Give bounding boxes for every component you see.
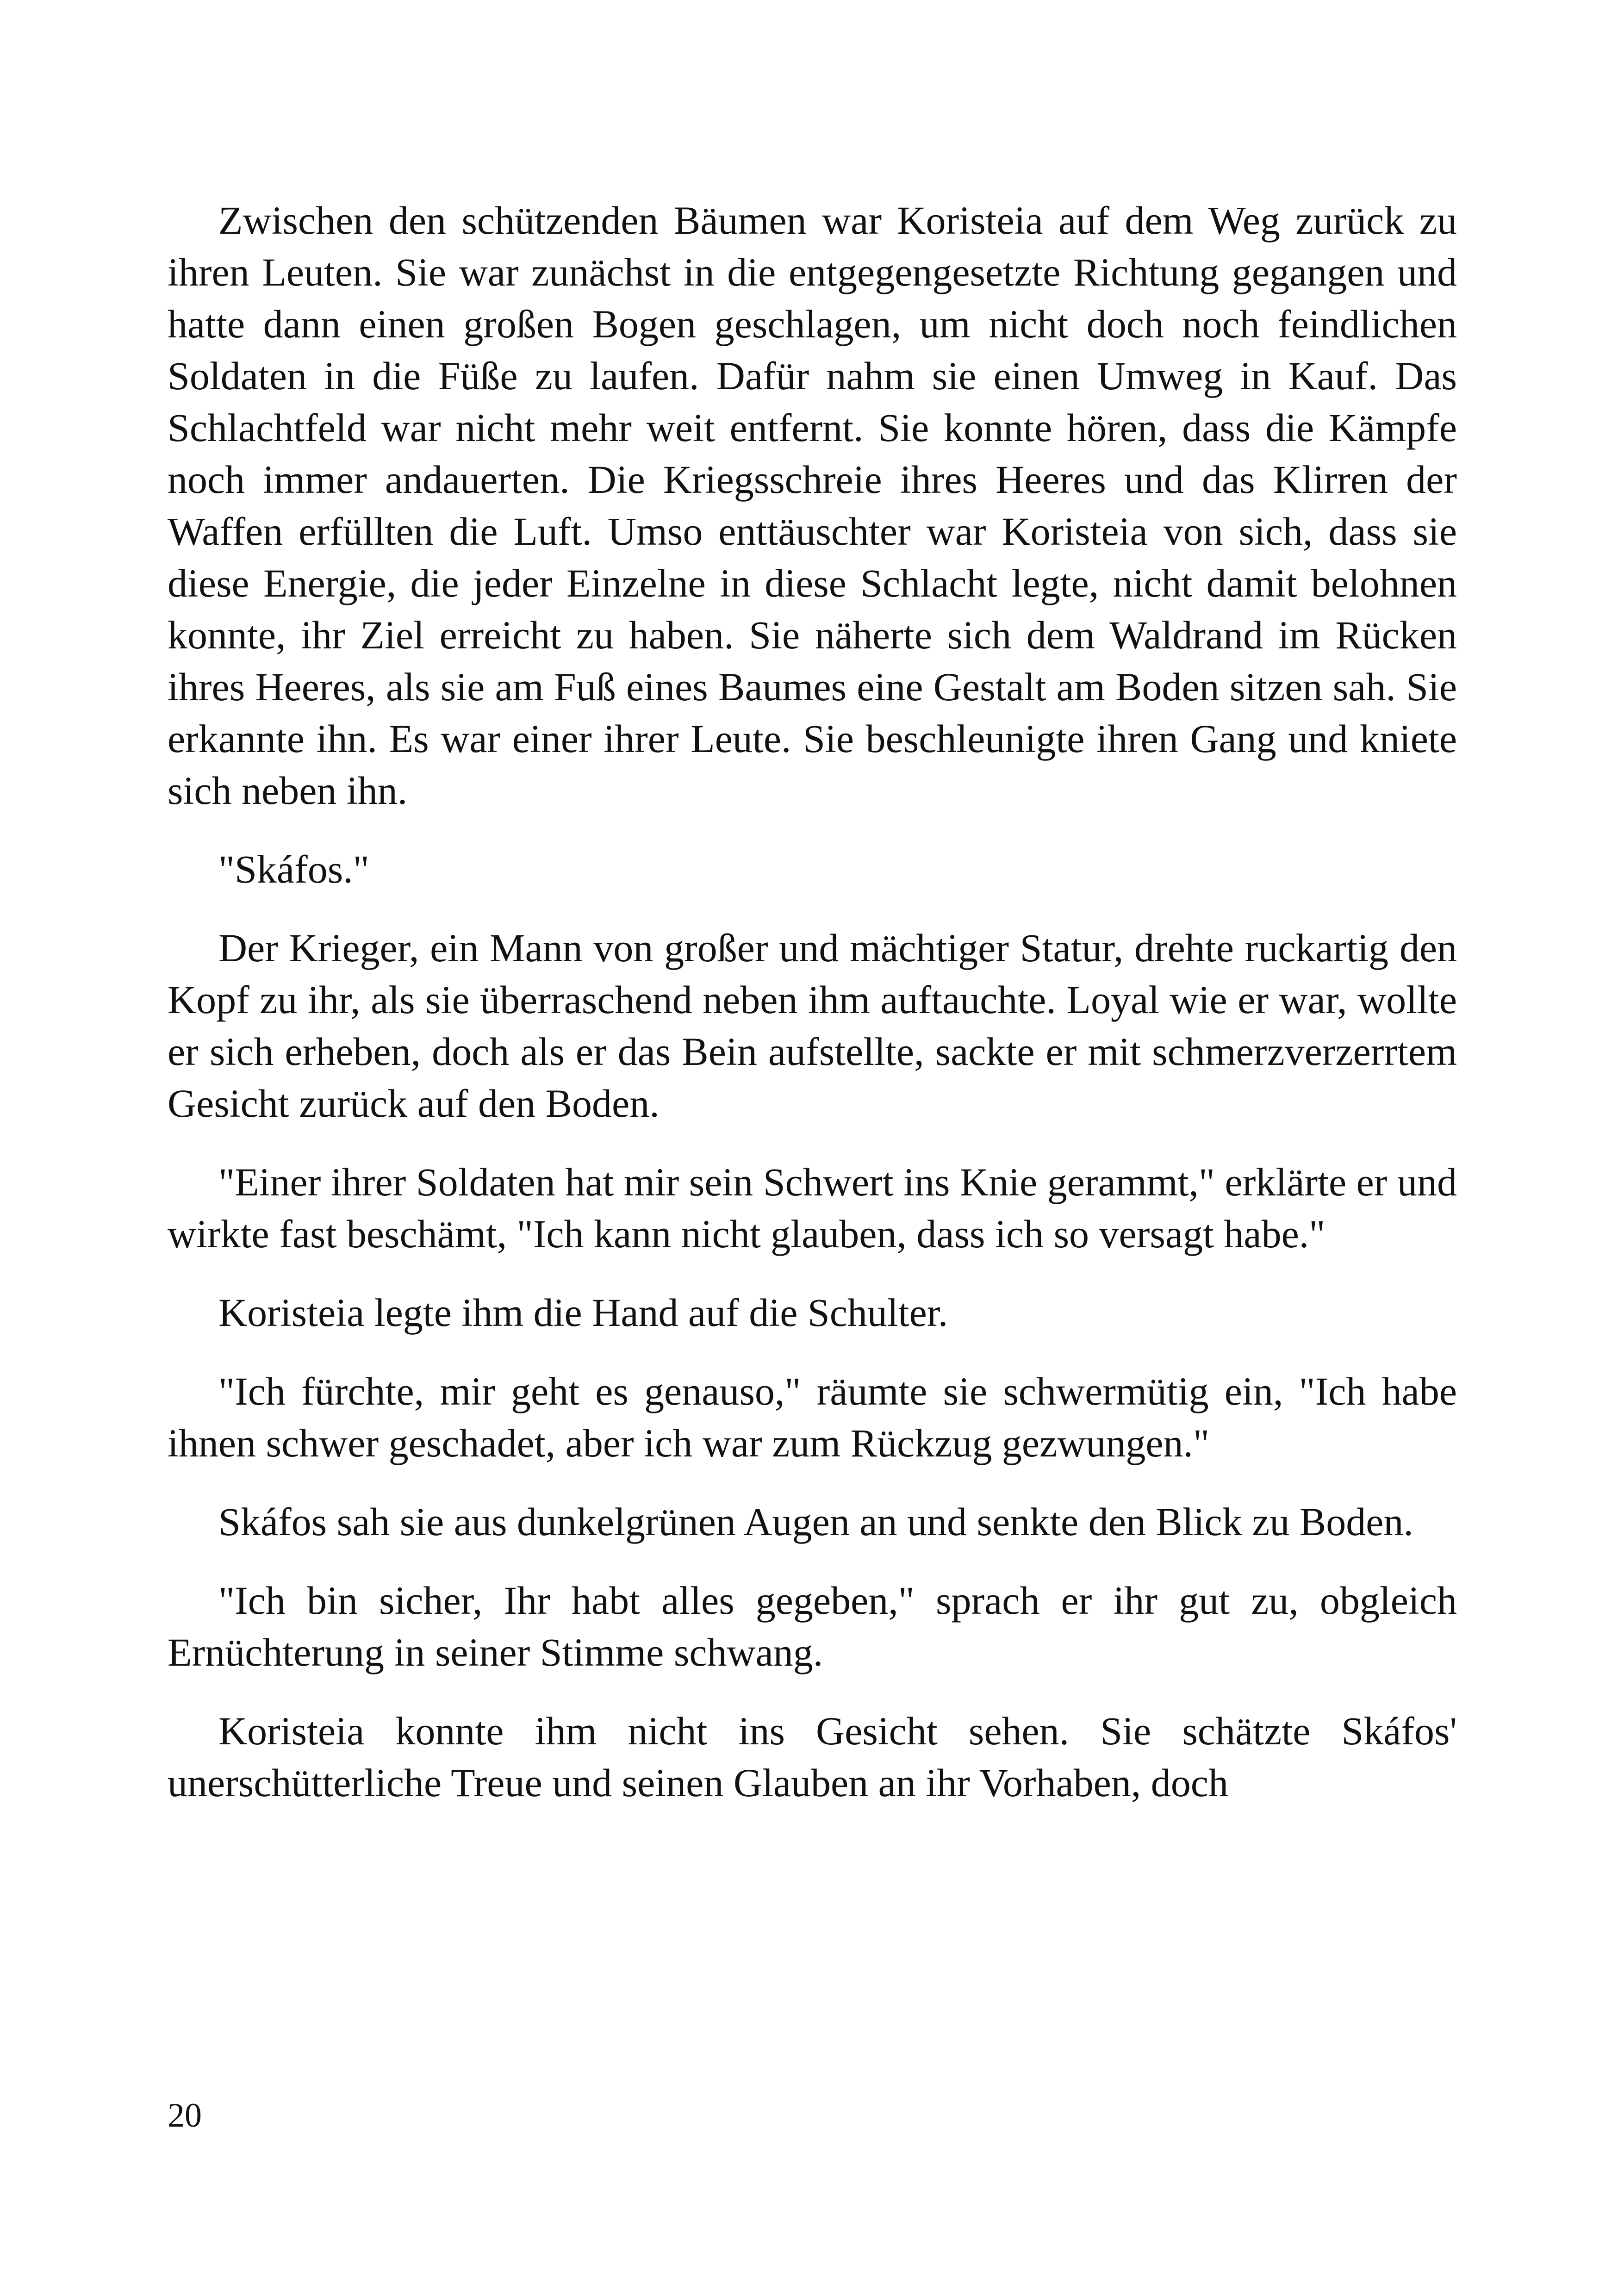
paragraph: "Skáfos." [218,847,369,891]
paragraph: Skáfos sah sie aus dunkelgrünen Augen an und senkte den Blick zu Boden. [218,1500,1413,1544]
body-text [168,194,1457,1836]
paragraph: "Einer ihrer Soldaten hat mir sein Schwert ins Knie gerammt," erklärte er und wirkte fast beschämt, "Ich kann nicht glauben, dass ich so versagt habe." [168,1160,1457,1256]
paragraph: Der Krieger, ein Mann von großer und mächtiger Statur, drehte ruckartig den Kopf zu ihr, als sie überraschend neben ihm auftauchte. Loyal wie er war, wollte er sich erheben, doch als er das Bein aufstellte, sackte er mit schmerzverzerrtem Gesicht zurück auf den Boden. [168,926,1457,1126]
paragraph: Koristeia legte ihm die Hand auf die Schulter. [218,1290,948,1335]
paragraph: Zwischen den schützenden Bäumen war Koristeia auf dem Weg zurück zu ihren Leuten. Sie war zunächst in die entgegengesetzte Richtung gegangen und hatte dann einen großen Bogen geschlagen, um nicht doch noch feindlichen Soldaten in die Füße zu laufen. Dafür nahm sie einen Umweg in Kauf. Das Schlachtfeld war nicht mehr weit entfernt. Sie konnte hören, dass die Kämpfe noch immer andauerten. Die Kriegsschreie ihres Heeres und das Klirren der Waffen erfüllten die Luft. Umso enttäuschter war Koristeia von sich, dass sie diese Energie, die jeder Einzelne in diese Schlacht legte, nicht damit belohnen konnte, ihr Ziel erreicht zu haben. Sie näherte sich dem Waldrand im Rücken ihres Heeres, als sie am Fuß eines Baumes eine Gestalt am Boden sitzen sah. Sie erkannte ihn. Es war einer ihrer Leute. Sie beschleunigte ihren Gang und kniete sich neben ihn. [168,198,1457,813]
paragraph: Koristeia konnte ihm nicht ins Gesicht sehen. Sie schätzte Skáfos' unerschütterliche Treue und seinen Glauben an ihr Vorhaben, doch [168,1709,1457,1805]
paragraph: "Ich fürchte, mir geht es genauso," räumte sie schwermütig ein, "Ich habe ihnen schwer geschadet, aber ich war zum Rückzug gezwungen." [168,1369,1457,1465]
paragraph: "Ich bin sicher, Ihr habt alles gegeben," sprach er ihr gut zu, obgleich Ernüchterung in seiner Stimme schwang. [168,1578,1457,1674]
page-number: 20 [168,2097,202,2134]
